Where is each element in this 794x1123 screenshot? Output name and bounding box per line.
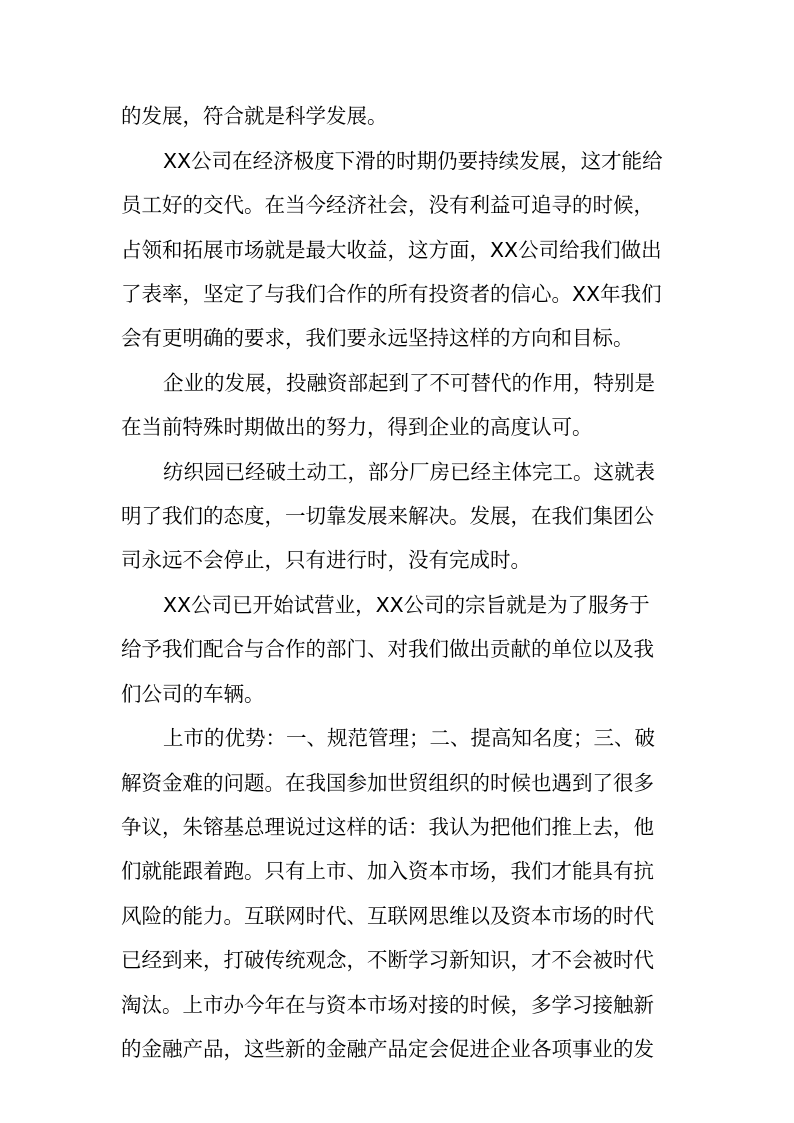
- text-line: 给予我们配合与合作的部门、对我们做出贡献的单位以及我: [121, 637, 654, 661]
- text-line: 员工好的交代。在当今经济社会，没有利益可追寻的时候，: [121, 193, 654, 217]
- text-line: XX公司在经济极度下滑的时期仍要持续发展，这才能给: [163, 149, 663, 173]
- text-line: 在当前特殊时期做出的努力，得到企业的高度认可。: [121, 415, 593, 439]
- text-line: 的金融产品，这些新的金融产品定会促进企业各项事业的发: [121, 1037, 654, 1061]
- text-line: 风险的能力。互联网时代、互联网思维以及资本市场的时代: [121, 904, 654, 928]
- text-line: 司永远不会停止，只有进行时，没有完成时。: [121, 548, 531, 572]
- text-line: 占领和拓展市场就是最大收益，这方面，XX公司给我们做出: [121, 238, 662, 262]
- text-line: 企业的发展，投融资部起到了不可替代的作用，特别是: [163, 371, 655, 395]
- text-line: 会有更明确的要求，我们要永远坚持这样的方向和目标。: [121, 326, 634, 350]
- text-line: 们公司的车辆。: [121, 682, 265, 706]
- text-line: 的发展，符合就是科学发展。: [121, 104, 388, 128]
- text-line: 纺织园已经破土动工，部分厂房已经主体完工。这就表: [163, 460, 655, 484]
- text-line: 了表率，坚定了与我们合作的所有投资者的信心。XX年我们: [121, 282, 662, 306]
- text-line: 争议，朱镕基总理说过这样的话：我认为把他们推上去，他: [121, 815, 654, 839]
- text-line: XX公司已开始试营业，XX公司的宗旨就是为了服务于: [163, 593, 650, 617]
- text-line: 明了我们的态度，一切靠发展来解决。发展，在我们集团公: [121, 504, 654, 528]
- text-line: 解资金难的问题。在我国参加世贸组织的时候也遇到了很多: [121, 771, 654, 795]
- text-line: 们就能跟着跑。只有上市、加入资本市场，我们才能具有抗: [121, 859, 654, 883]
- text-line: 淘汰。上市办今年在与资本市场对接的时候，多学习接触新: [121, 993, 654, 1017]
- text-line: 已经到来，打破传统观念，不断学习新知识，才不会被时代: [121, 948, 654, 972]
- text-line: 上市的优势：一、规范管理；二、提高知名度；三、破: [163, 726, 655, 750]
